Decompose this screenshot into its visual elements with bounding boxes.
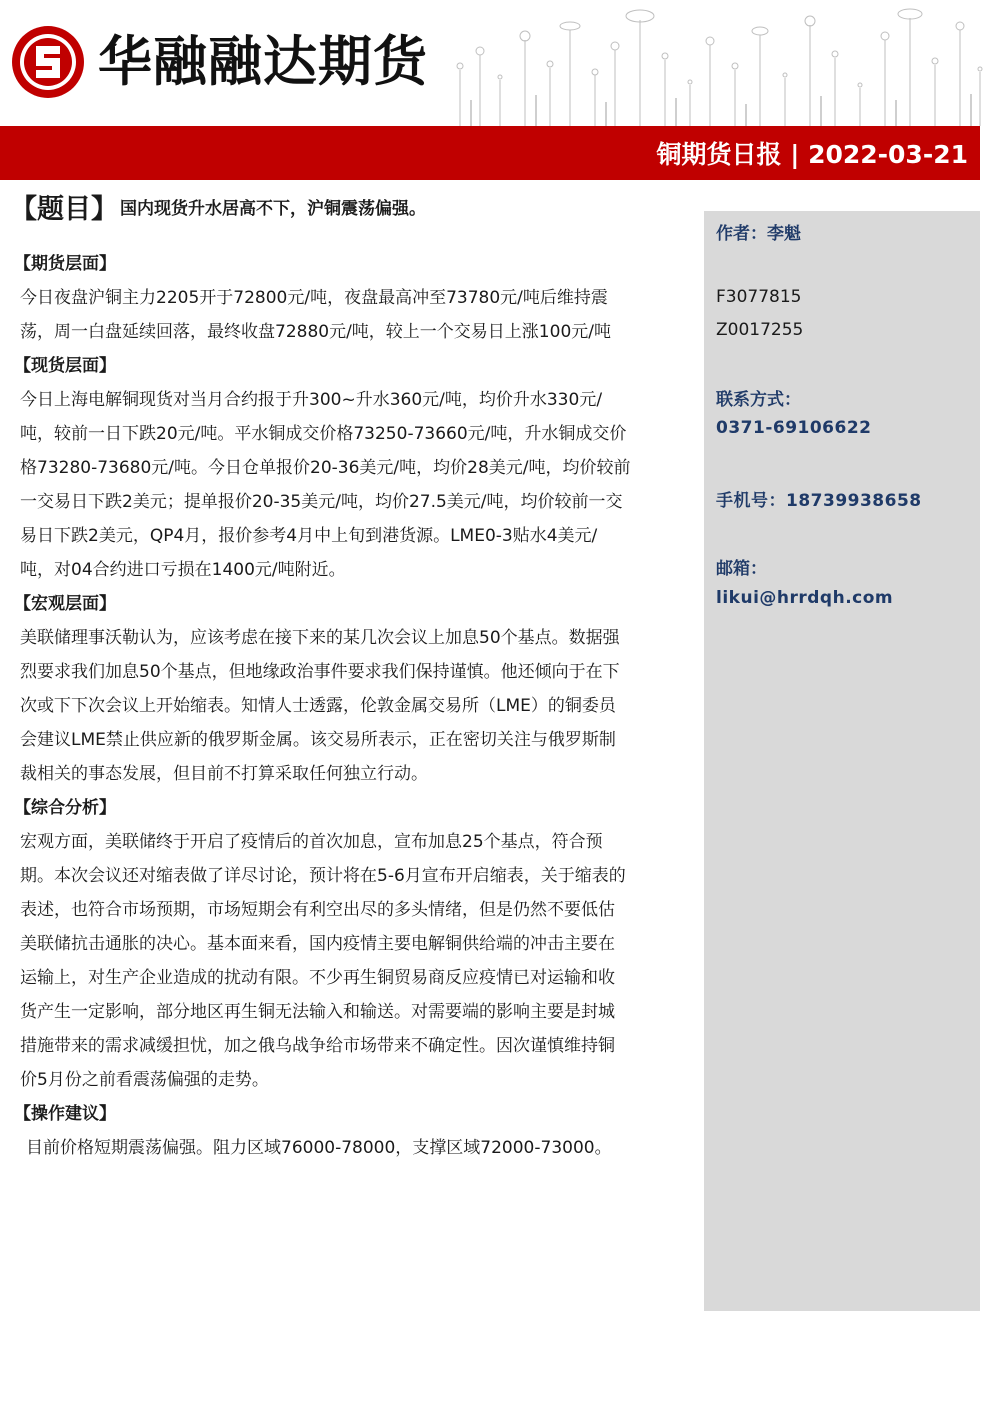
report-header xyxy=(0,0,992,182)
paragraph-line: 货产生一定影响，部分地区再生铜无法输入和输送。对需要端的影响主要是封城 xyxy=(20,1002,615,1022)
section-analysis xyxy=(14,791,695,1097)
section-heading: 【操作建议】 xyxy=(14,1104,116,1124)
section-heading: 【综合分析】 xyxy=(14,798,116,818)
report-headline xyxy=(10,187,700,226)
contact-label: 联系方式： xyxy=(716,390,801,410)
email-label: 邮箱： xyxy=(716,559,767,579)
section-advice xyxy=(14,1097,695,1165)
phone-number: 0371-69106622 xyxy=(716,418,872,438)
report-body xyxy=(14,247,695,1165)
company-logo xyxy=(10,24,428,100)
section-heading: 【宏观层面】 xyxy=(14,594,116,614)
section-heading: 【期货层面】 xyxy=(14,254,116,274)
headline-label: 【题目】 xyxy=(10,194,118,225)
paragraph-line: 裁相关的事态发展，但目前不打算采取任何独立行动。 xyxy=(20,764,428,784)
paragraph-line: 今日上海电解铜现货对当月合约报于升300~升水360元/吨，均价升水330元/ xyxy=(20,390,603,410)
author-sidebar xyxy=(704,211,980,1311)
header-decoration xyxy=(440,0,992,126)
paragraph-line: 表述，也符合市场预期，市场短期会有利空出尽的多头情绪，但是仍然不要低估 xyxy=(20,900,615,920)
paragraph-line: 宏观方面，美联储终于开启了疫情后的首次加息，宣布加息25个基点，符合预 xyxy=(20,832,603,852)
report-title-bar xyxy=(0,126,980,180)
paragraph-line: 易日下跌2美元，QP4月，报价参考4月中上旬到港货源。LME0-3贴水4美元/ xyxy=(20,526,598,546)
paragraph-line: 期。本次会议还对缩表做了详尽讨论，预计将在5-6月宣布开启缩表，关于缩表的 xyxy=(20,866,626,886)
paragraph-line: 运输上，对生产企业造成的扰动有限。不少再生铜贸易商反应疫情已对运输和收 xyxy=(20,968,615,988)
section-macro xyxy=(14,587,695,791)
report-title: 铜期货日报 | 2022-03-21 xyxy=(656,140,968,169)
section-futures xyxy=(14,247,695,349)
author-name: 作者：李魁 xyxy=(716,224,801,244)
section-spot xyxy=(14,349,695,587)
email-address: likui@hrrdqh.com xyxy=(716,588,894,608)
paragraph-line: 吨，对04合约进口亏损在1400元/吨附近。 xyxy=(20,560,346,580)
paragraph-line: 措施带来的需求减缓担忧，加之俄乌战争给市场带来不确定性。因次谨慎维持铜 xyxy=(20,1036,615,1056)
company-name: 华融融达期货 xyxy=(98,30,428,93)
paragraph-line: 一交易日下跌2美元；提单报价20-35美元/吨，均价27.5美元/吨，均价较前一交 xyxy=(20,492,623,512)
company-logo-icon xyxy=(10,24,86,100)
paragraph-line: 会建议LME禁止供应新的俄罗斯金属。该交易所表示，正在密切关注与俄罗斯制 xyxy=(20,730,616,750)
paragraph-line: 荡，周一白盘延续回落，最终收盘72880元/吨，较上一个交易日上涨100元/吨 xyxy=(20,322,611,342)
paragraph-line: 美联储抗击通胀的决心。基本面来看，国内疫情主要电解铜供给端的冲击主要在 xyxy=(20,934,615,954)
paragraph-line: 次或下下次会议上开始缩表。知情人士透露，伦敦金属交易所（LME）的铜委员 xyxy=(20,696,616,716)
headline-text: 国内现货升水居高不下，沪铜震荡偏强。 xyxy=(120,199,426,219)
mobile-number: 手机号：18739938658 xyxy=(716,491,922,511)
paragraph-line: 吨，较前一日下跌20元/吨。平水铜成交价格73250-73660元/吨，升水铜成交价 xyxy=(20,424,627,444)
license-number: F3077815 xyxy=(716,287,802,307)
paragraph-line: 价5月份之前看震荡偏强的走势。 xyxy=(20,1070,269,1090)
paragraph-line: 格73280-73680元/吨。今日仓单报价20-36美元/吨，均价28美元/吨，均价较前 xyxy=(20,458,631,478)
paragraph-line: 今日夜盘沪铜主力2205开于72800元/吨，夜盘最高冲至73780元/吨后维持震 xyxy=(20,288,608,308)
paragraph-line: 烈要求我们加息50个基点，但地缘政治事件要求我们保持谨慎。他还倾向于在下 xyxy=(20,662,620,682)
section-heading: 【现货层面】 xyxy=(14,356,116,376)
license-number: Z0017255 xyxy=(716,320,804,340)
paragraph-line: 美联储理事沃勒认为，应该考虑在接下来的某几次会议上加息50个基点。数据强 xyxy=(20,628,620,648)
paragraph-line: 目前价格短期震荡偏强。阻力区域76000-78000，支撑区域72000-73000。 xyxy=(26,1138,612,1158)
